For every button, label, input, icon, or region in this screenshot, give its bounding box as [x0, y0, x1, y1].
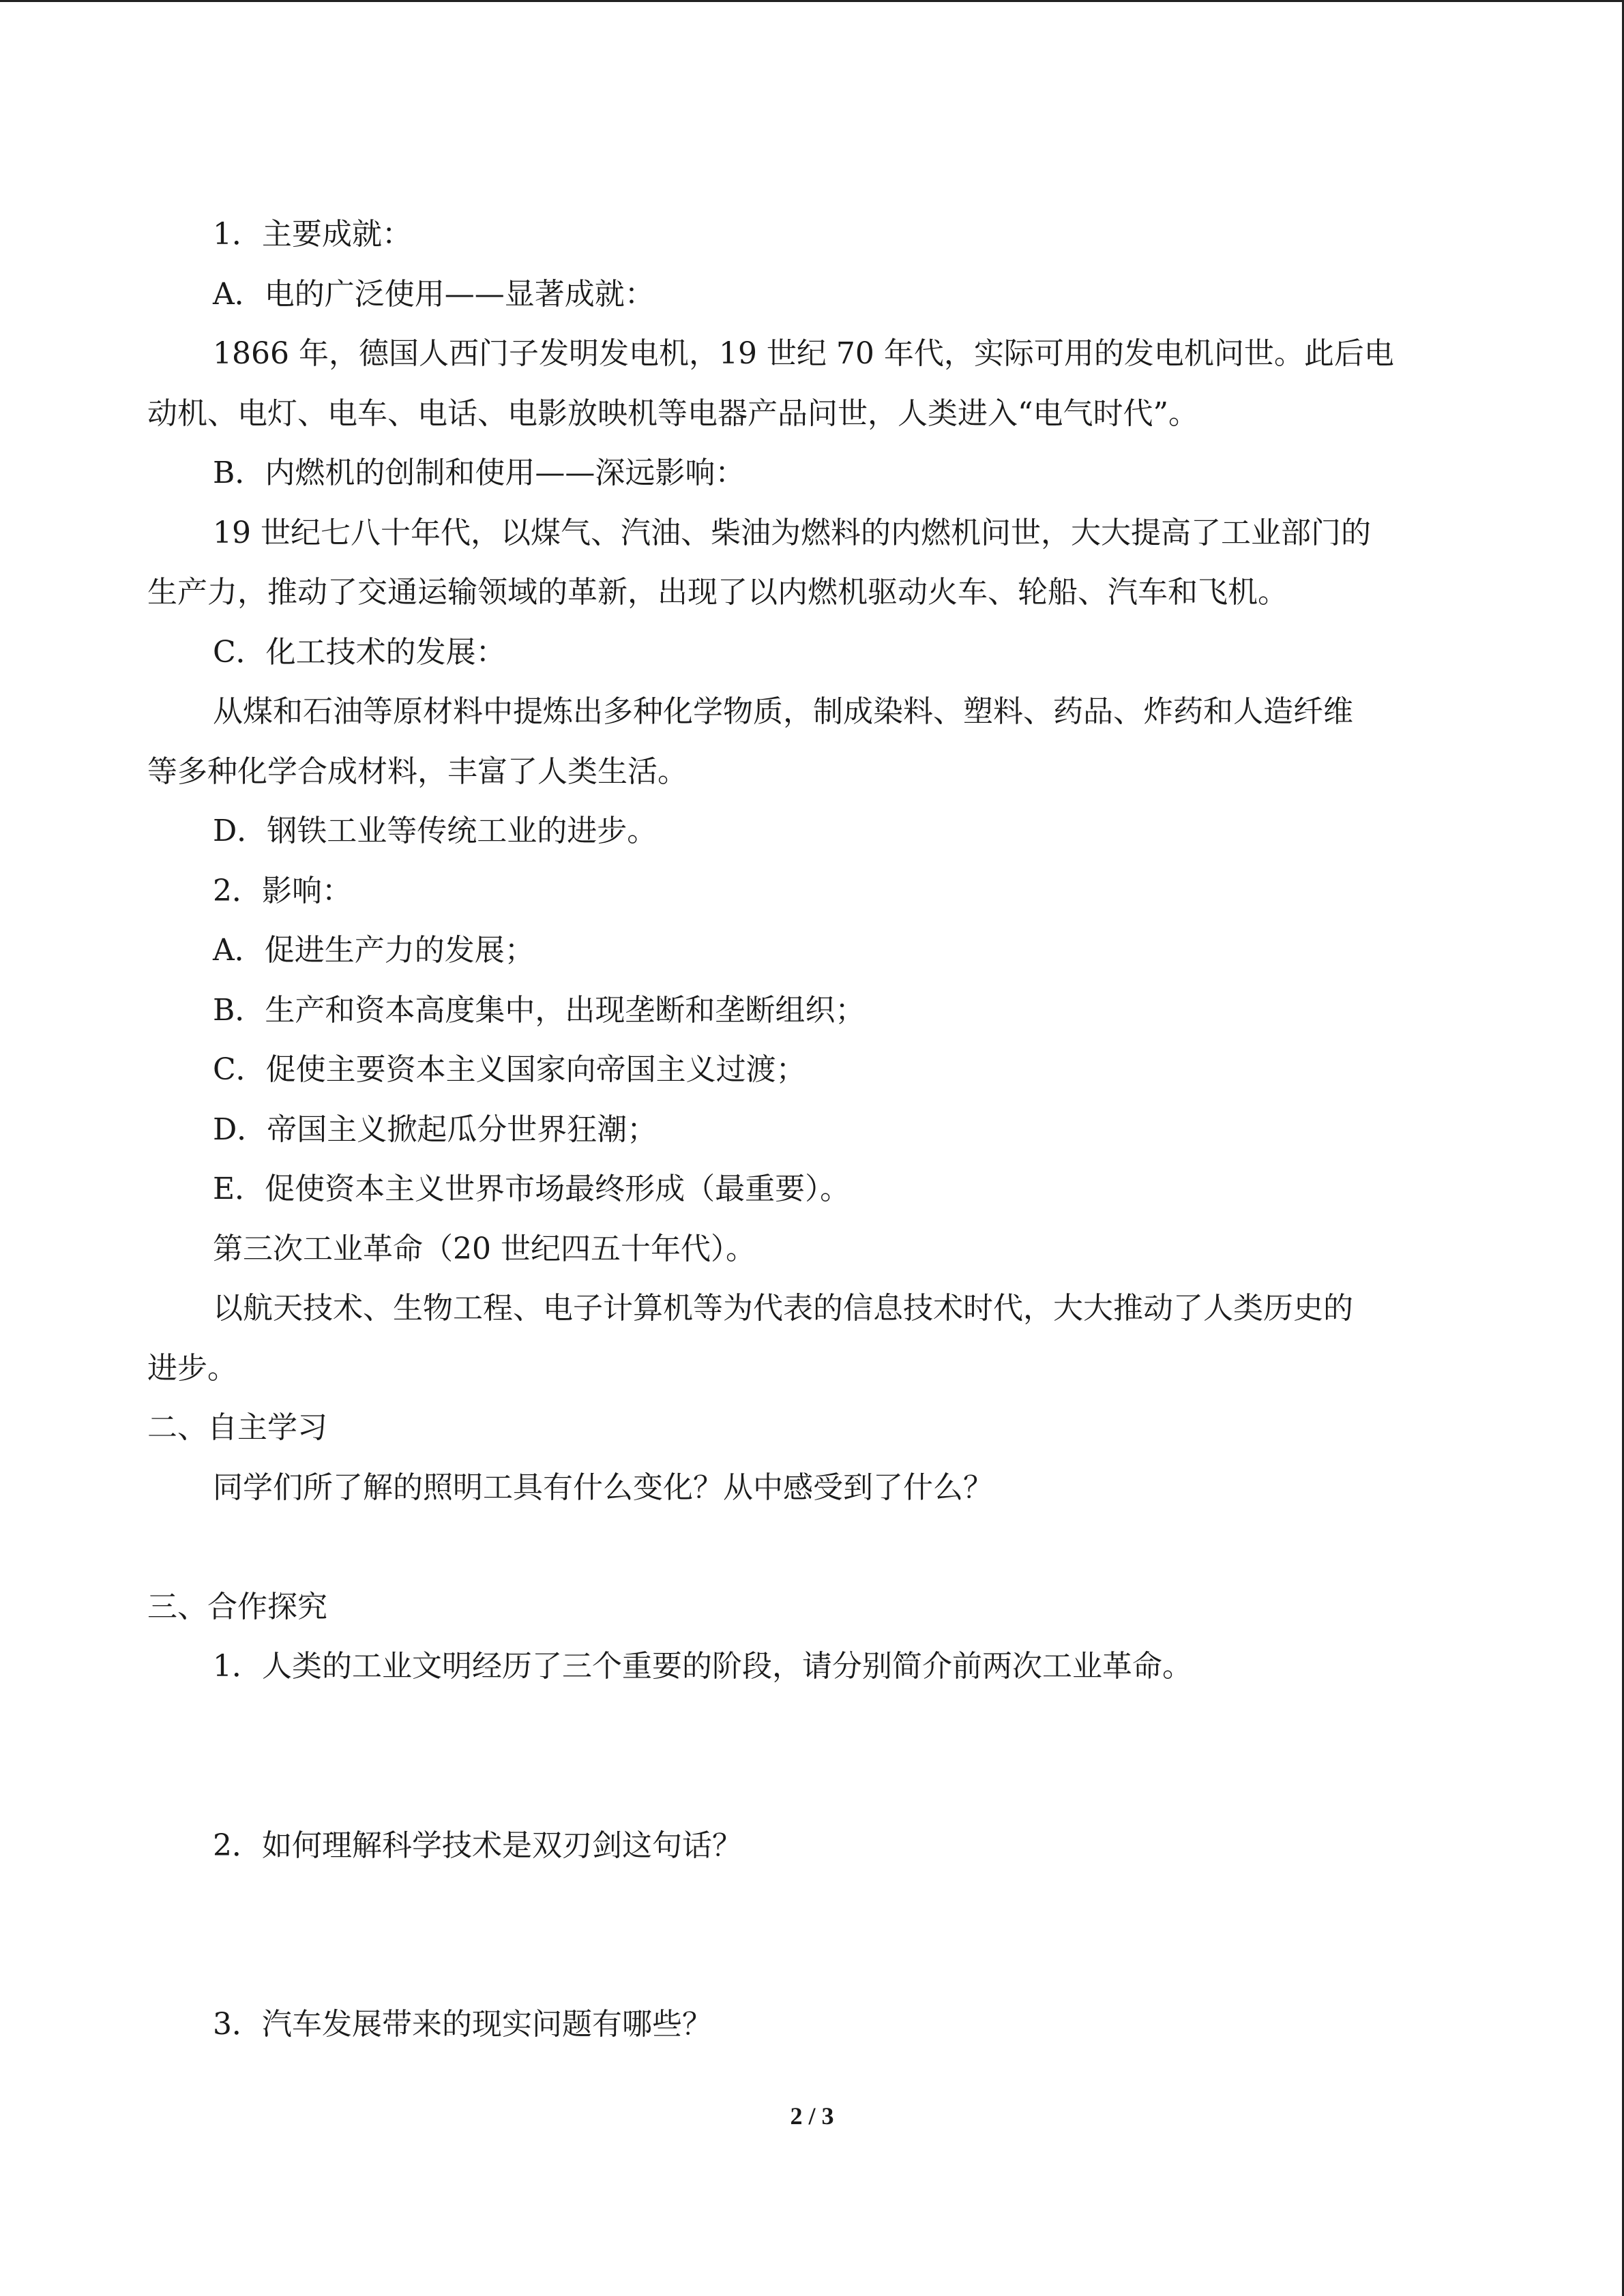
paragraph-electricity-line1: 1866 年，德国人西门子发明发电机，19 世纪 70 年代，实际可用的发电机问世。此后电: [213, 336, 1394, 371]
influence-a: A．促进生产力的发展；: [213, 933, 535, 968]
cooperative-question-2: 2．如何理解科学技术是双刃剑这句话？: [213, 1828, 742, 1863]
paragraph-third-line2: 进步。: [147, 1350, 237, 1386]
answer-space: [147, 1517, 1460, 1577]
section-self-study-heading: 二、自主学习: [147, 1410, 327, 1445]
influence-d: D．帝国主义掀起瓜分世界狂潮；: [213, 1112, 658, 1147]
item-a-electricity: A．电的广泛使用——显著成就：: [213, 276, 655, 312]
answer-space: [147, 1697, 1460, 1816]
page-number: 2 / 3: [790, 2102, 834, 2130]
section-cooperative-heading: 三、合作探究: [147, 1589, 327, 1624]
paragraph-third-line1: 以航天技术、生物工程、电子计算机等为代表的信息技术时代，大大推动了人类历史的: [213, 1291, 1353, 1326]
cooperative-question-1: 1．人类的工业文明经历了三个重要的阶段，请分别简介前两次工业革命。: [213, 1649, 1192, 1684]
item-b-combustion: B．内燃机的创制和使用——深远影响：: [213, 456, 745, 490]
item-d-steel: D．钢铁工业等传统工业的进步。: [213, 814, 658, 848]
paragraph-electricity-line2: 动机、电灯、电车、电话、电影放映机等电器产品问世，人类进入“电气时代”。: [147, 396, 1198, 431]
influence-b: B．生产和资本高度集中，出现垄断和垄断组织；: [213, 992, 866, 1028]
paragraph-combustion-line1: 19 世纪七八十年代，以煤气、汽油、柴油为燃料的内燃机问世，大大提高了工业部门的: [213, 515, 1371, 550]
third-revolution-heading: 第三次工业革命（20 世纪四五十年代）。: [213, 1231, 756, 1266]
item-c-chemical: C．化工技术的发展：: [213, 634, 506, 670]
paragraph-combustion-line2: 生产力，推动了交通运输领域的革新，出现了以内燃机驱动火车、轮船、汽车和飞机。: [147, 575, 1288, 610]
influence-c: C．促使主要资本主义国家向帝国主义过渡；: [213, 1052, 806, 1087]
paragraph-chemical-line1: 从煤和石油等原材料中提炼出多种化学物质，制成染料、塑料、药品、炸药和人造纤维: [213, 694, 1353, 729]
cooperative-question-3: 3．汽车发展带来的现实问题有哪些？: [213, 2007, 712, 2042]
subheading-influence: 2．影响：: [213, 873, 352, 908]
self-study-question: 同学们所了解的照明工具有什么变化？从中感受到了什么？: [213, 1470, 993, 1505]
paragraph-chemical-line2: 等多种化学合成材料，丰富了人类生活。: [147, 754, 688, 789]
influence-e: E．促使资本主义世界市场最终形成（最重要）。: [213, 1172, 851, 1206]
answer-space: [147, 1875, 1460, 1995]
subheading-achievements: 1．主要成就：: [213, 217, 412, 252]
document-body: [147, 205, 1460, 2055]
